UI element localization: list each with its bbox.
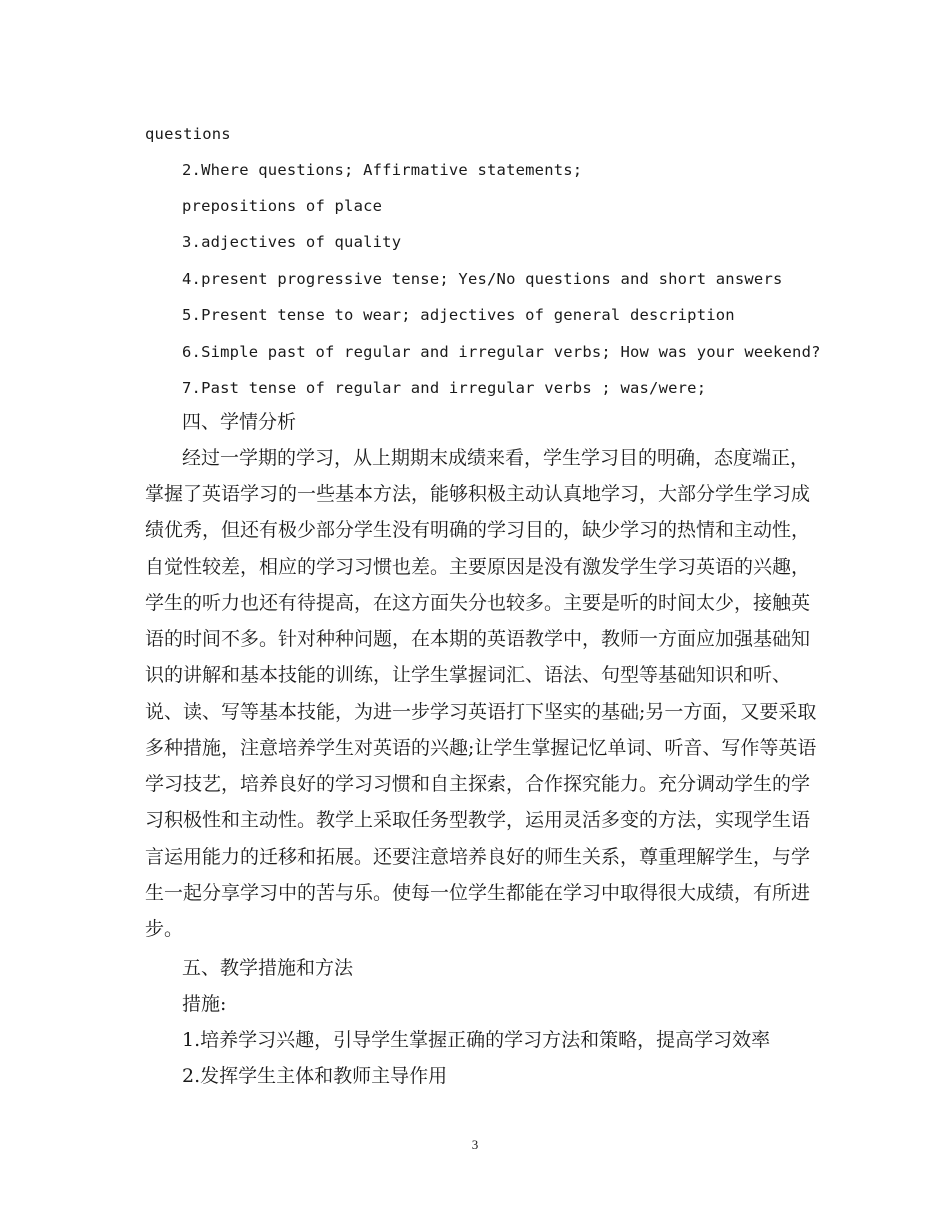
- paragraph-line: 经过一学期的学习，从上期期末成绩来看，学生学习目的明确，态度端正，: [182, 447, 810, 469]
- paragraph-line: 语的时间不多。针对种种问题，在本期的英语教学中，教师一方面应加强基础知: [145, 628, 811, 650]
- grammar-item-3: 3.adjectives of quality: [182, 233, 402, 251]
- paragraph-line: 自觉性较差，相应的学习习惯也差。主要原因是没有激发学生学习英语的兴趣，: [145, 556, 811, 578]
- paragraph-line: 步。: [145, 918, 184, 940]
- grammar-item-5: 5.Present tense to wear; adjectives of general description: [182, 306, 735, 324]
- measure-item-2: 2.发挥学生主体和教师主导作用: [182, 1065, 448, 1087]
- grammar-item-2-continued: prepositions of place: [182, 197, 383, 215]
- grammar-item-2: 2.Where questions; Affirmative statements;: [182, 161, 583, 179]
- paragraph-line: 生一起分享学习中的苦与乐。使每一位学生都能在学习中取得很大成绩，有所进: [145, 882, 811, 904]
- paragraph-line: 习积极性和主动性。教学上采取任务型教学，运用灵活多变的方法，实现学生语: [145, 809, 811, 831]
- paragraph-line: 学习技艺，培养良好的学习习惯和自主探索，合作探究能力。充分调动学生的学: [145, 773, 811, 795]
- paragraph-line: 言运用能力的迁移和拓展。还要注意培养良好的师生关系，尊重理解学生，与学: [145, 846, 811, 868]
- paragraph-line: 学生的听力也还有待提高，在这方面失分也较多。主要是听的时间太少，接触英: [145, 592, 811, 614]
- section-heading-teaching-measures: 五、教学措施和方法: [182, 957, 354, 979]
- grammar-item-4: 4.present progressive tense; Yes/No questions and short answers: [182, 270, 783, 288]
- measure-item-1: 1.培养学习兴趣，引导学生掌握正确的学习方法和策略，提高学习效率: [182, 1029, 771, 1051]
- paragraph-line: 掌握了英语学习的一些基本方法，能够积极主动认真地学习，大部分学生学习成: [145, 483, 811, 505]
- page-number: 3: [471, 1137, 479, 1152]
- measures-label: 措施:: [182, 993, 227, 1015]
- paragraph-line: 识的讲解和基本技能的训练，让学生掌握词汇、语法、句型等基础知识和听、: [145, 664, 792, 686]
- grammar-item-7: 7.Past tense of regular and irregular verbs ; was/were;: [182, 379, 707, 397]
- paragraph-line: 说、读、写等基本技能，为进一步学习英语打下坚实的基础;另一方面，又要采取: [145, 701, 817, 723]
- grammar-item-continued: questions: [145, 125, 231, 143]
- grammar-item-6: 6.Simple past of regular and irregular verbs; How was your weekend?: [182, 343, 821, 361]
- paragraph-line: 绩优秀，但还有极少部分学生没有明确的学习目的，缺少学习的热情和主动性，: [145, 519, 811, 541]
- paragraph-line: 多种措施，注意培养学生对英语的兴趣;让学生掌握记忆单词、听音、写作等英语: [145, 737, 817, 759]
- section-heading-learning-analysis: 四、学情分析: [182, 411, 297, 433]
